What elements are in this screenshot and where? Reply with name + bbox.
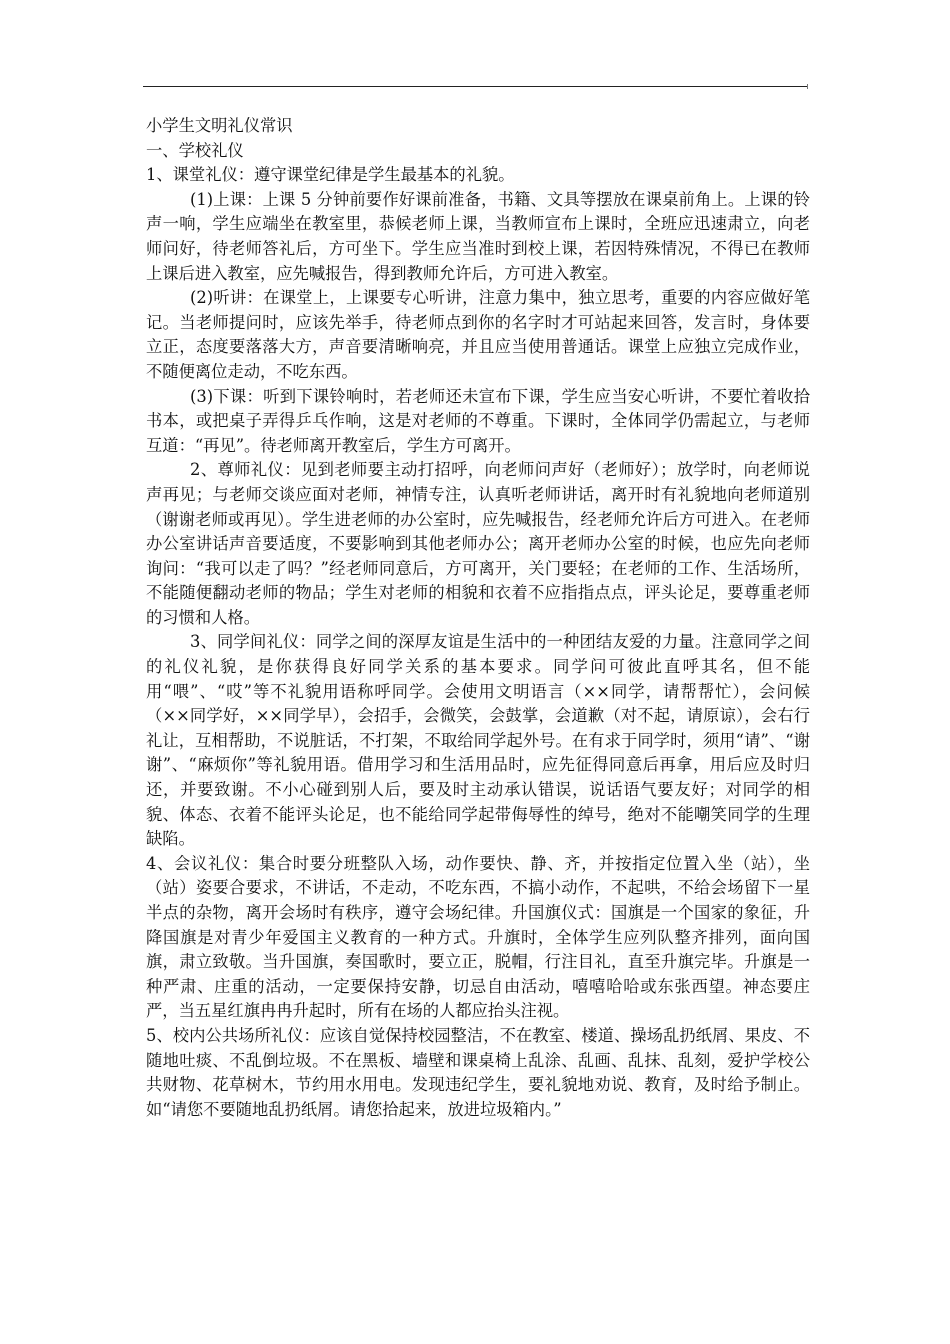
header-rule xyxy=(143,86,807,87)
paragraph-class-end: (3)下课：听到下课铃响时，若老师还未宣布下课，学生应当安心听讲，不要忙着收拾书本，或把桌子弄得乒乓作响，这是对老师的不尊重。下课时，全体同学仍需起立，与老师互道：“再见”。待老师离开教室后，学生方可离开。 xyxy=(146,386,810,455)
paragraph-listening: (2)听讲：在课堂上，上课要专心听讲，注意力集中，独立思考，重要的内容应做好笔记。当老师提问时，应该先举手，待老师点到你的名字时才可站起来回答，发言时，身体要立正，态度要落落大方，声音要清晰响亮，并且应当使用普通话。课堂上应独立完成作业，不随便离位走动，不吃东西。 xyxy=(146,288,810,381)
paragraph-class-start: (1)上课：上课 5 分钟前要作好课前准备，书籍、文具等摆放在课桌前角上。上课的铃声一响，学生应端坐在教室里，恭候老师上课，当教师宣布上课时，全班应迅速肃立，向老师问好，待老师答礼后，方可坐下。学生应当准时到校上课，若因特殊情况，不得已在教师上课后进入教室，应先喊报告，得到教师允许后，方可进入教室。 xyxy=(146,189,810,283)
paragraph-meeting-etiquette: 4、会议礼仪：集合时要分班整队入场，动作要快、静、齐，并按指定位置入坐（站），坐（站）姿要合要求，不讲话，不走动，不吃东西，不搞小动作，不起哄，不给会场留下一星半点的杂物，离开会场时有秩序，遵守会场纪律。升国旗仪式：国旗是一个国家的象征，升降国旗是对青少年爱国主义教育的一种方式。升旗时，全体学生应列队整齐排列，面向国旗，肃立致敬。当升国旗，奏国歌时，要立正，脱帽，行注目礼，直至升旗完毕。升旗是一种严肃、庄重的活动，一定要保持安静，切忌自由活动，嘻嘻哈哈或东张西望。神态要庄严，当五星红旗冉冉升起时，所有在场的人都应抬头注视。 xyxy=(146,853,810,1021)
paragraph-classroom-etiquette: 1、课堂礼仪：遵守课堂纪律是学生最基本的礼貌。 xyxy=(146,165,515,185)
header-rule-tick xyxy=(807,84,808,89)
paragraph-classmate-etiquette: 3、同学间礼仪：同学之间的深厚友谊是生活中的一种团结友爱的力量。注意同学之间的礼仪礼貌，是你获得良好同学关系的基本要求。同学问可彼此直呼其名，但不能用“喂”、“哎”等不礼貌用语称呼同学。会使用文明语言（××同学，请帮帮忙），会问候（××同学好，××同学早），会招手，会微笑，会鼓掌，会道歉（对不起，请原谅），会右行礼让，互相帮助，不说脏话，不打架，不取给同学起外号。在有求于同学时，须用“请”、“谢谢”、“麻烦你”等礼貌用语。借用学习和生活用品时，应先征得同意后再拿，用后应及时归还，并要致谢。不小心碰到别人后，要及时主动承认错误，说话语气要友好；对同学的相貌、体态、衣着不能评头论足，也不能给同学起带侮辱性的绰号，绝对不能嘲笑同学的生理缺陷。 xyxy=(146,632,810,849)
paragraph-respect-teachers: 2、尊师礼仪：见到老师要主动打招呼，向老师问声好（老师好）；放学时，向老师说声再见；与老师交谈应面对老师，神情专注，认真听老师讲话，离开时有礼貌地向老师道别（谢谢老师或再见）。学生进老师的办公室时，应先喊报告，经老师允许后方可进入。在老师办公室讲话声音要适度，不要影响到其他老师办公；离开老师办公室的时候，也应先向老师询问：“我可以走了吗？”经老师同意后，方可离开，关门要轻；在老师的工作、生活场所，不能随便翻动老师的物品；学生对老师的相貌和衣着不应指指点点，评头论足，要尊重老师的习惯和人格。 xyxy=(146,460,810,627)
section-heading: 一、学校礼仪 xyxy=(146,140,244,160)
paragraph-public-places: 5、校内公共场所礼仪：应该自觉保持校园整洁，不在教室、楼道、操场乱扔纸屑、果皮、不随地吐痰、不乱倒垃圾。不在黑板、墙壁和课桌椅上乱涂、乱画、乱抹、乱刻，爱护学校公共财物、花草树木，节约用水用电。发现违纪学生，要礼貌地劝说、教育，及时给予制止。如“请您不要随地乱扔纸屑。请您拾起来，放进垃圾箱内。” xyxy=(146,1025,810,1119)
document-body xyxy=(146,114,810,1122)
document-title: 小学生文明礼仪常识 xyxy=(146,116,293,135)
